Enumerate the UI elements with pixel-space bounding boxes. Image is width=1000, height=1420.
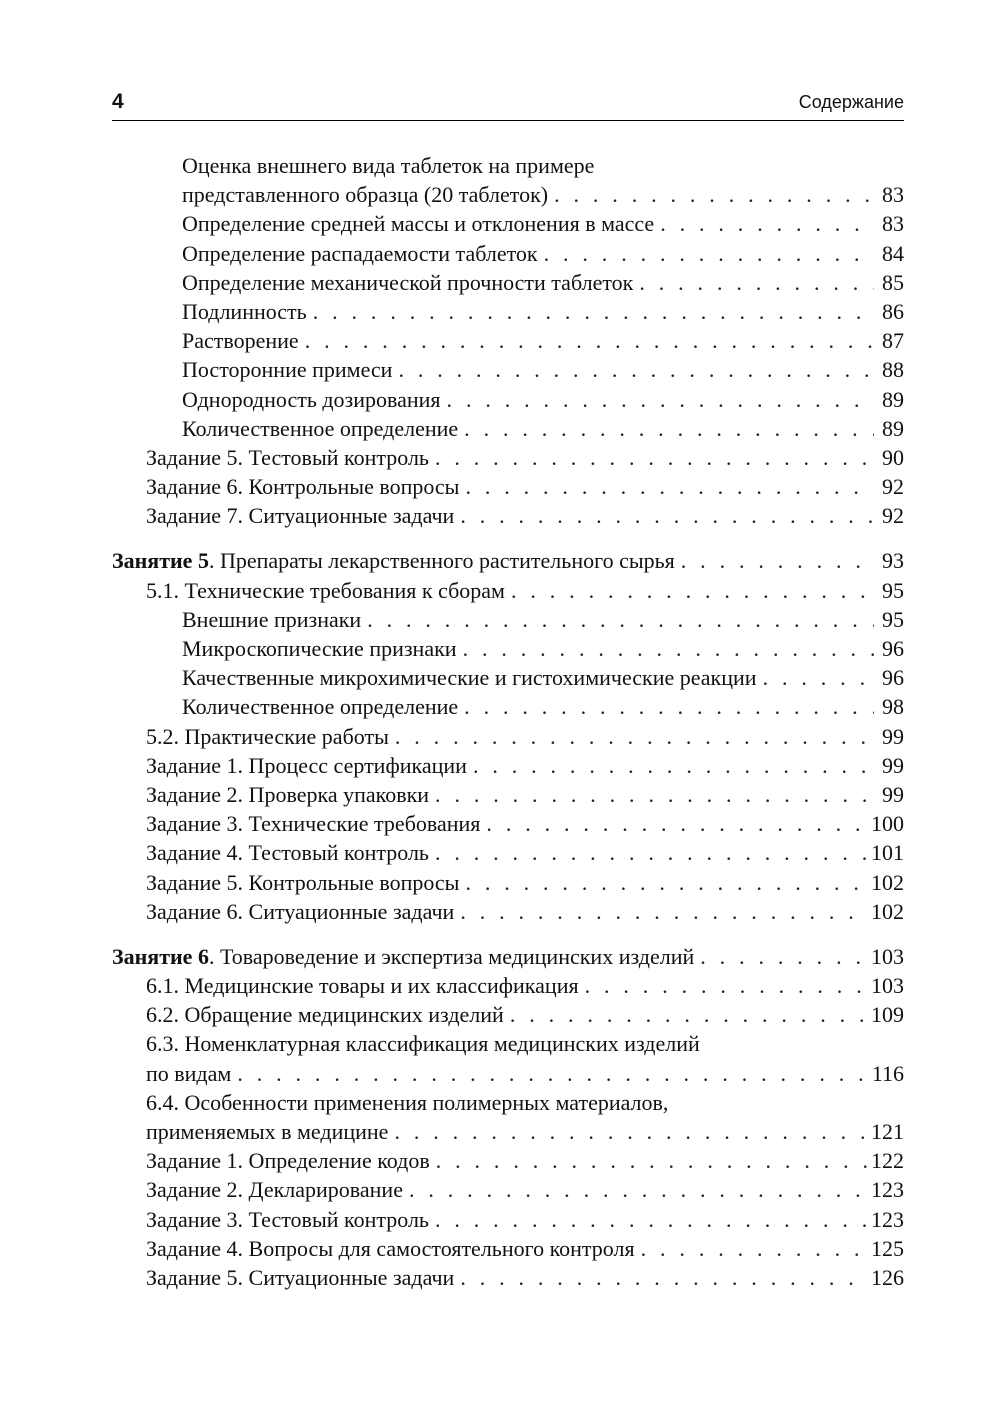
dot-leader bbox=[237, 1059, 867, 1088]
toc-lesson-heading bbox=[112, 546, 904, 575]
toc-entry-label: Подлинность bbox=[182, 298, 307, 324]
toc-entry bbox=[112, 326, 904, 355]
toc-entry bbox=[112, 180, 904, 209]
toc-lesson-heading bbox=[112, 942, 904, 971]
toc-entry-label: применяемых в медицине bbox=[146, 1119, 389, 1144]
toc-entry bbox=[112, 838, 904, 867]
dot-leader bbox=[681, 546, 874, 575]
dot-leader bbox=[460, 1263, 867, 1292]
toc-entry bbox=[112, 414, 904, 443]
toc-page-number: 92 bbox=[882, 474, 904, 500]
dot-leader bbox=[398, 355, 874, 384]
toc-lesson-title bbox=[112, 546, 675, 575]
dot-leader bbox=[464, 414, 874, 443]
toc-page-number: 103 bbox=[871, 943, 904, 969]
dot-leader bbox=[486, 809, 867, 838]
toc-entry bbox=[112, 605, 904, 634]
toc-entry-label: 6.2. Обращение медицинских изделий bbox=[146, 1002, 504, 1028]
toc-entry bbox=[112, 634, 904, 663]
toc-page-number: 99 bbox=[882, 723, 904, 749]
dot-leader bbox=[510, 1000, 867, 1029]
dot-leader bbox=[700, 942, 867, 971]
dot-leader bbox=[511, 576, 874, 605]
toc-entry-label: 6.4. Особенности применения полимерных материалов, bbox=[146, 1089, 669, 1115]
toc-entry-label: Задание 1. Процесс сертификации bbox=[146, 752, 467, 778]
toc-entry bbox=[112, 1088, 904, 1117]
dot-leader bbox=[465, 472, 874, 501]
dot-leader bbox=[394, 1117, 867, 1146]
toc-page-number: 123 bbox=[871, 1177, 904, 1203]
toc-entry bbox=[112, 868, 904, 897]
section-spacer bbox=[112, 530, 904, 546]
toc-page-number: 100 bbox=[871, 811, 904, 837]
toc-page-number: 83 bbox=[882, 211, 904, 237]
toc-entry bbox=[112, 443, 904, 472]
toc-entry bbox=[112, 576, 904, 605]
toc-entry-label: Задание 5. Ситуационные задачи bbox=[146, 1264, 455, 1290]
toc-page-number: 99 bbox=[882, 752, 904, 778]
section-spacer bbox=[112, 926, 904, 942]
toc-page-number: 109 bbox=[871, 1002, 904, 1028]
toc-entry-label: Задание 6. Ситуационные задачи bbox=[146, 898, 455, 924]
toc-entry bbox=[112, 897, 904, 926]
running-head: Содержание bbox=[798, 92, 904, 112]
dot-leader bbox=[435, 1205, 867, 1234]
toc-entry-label: Внешние признаки bbox=[182, 606, 362, 632]
toc-entry-label: Определение распадаемости таблеток bbox=[182, 240, 538, 266]
toc-entry-label: представленного образца (20 таблеток) bbox=[182, 182, 549, 208]
toc-entry-label: Количественное определение bbox=[182, 415, 459, 441]
toc-entry-label: Посторонние примеси bbox=[182, 357, 393, 383]
toc-page-number: 90 bbox=[882, 444, 904, 470]
toc-entry-label: Однородность дозирования bbox=[182, 386, 441, 412]
lesson-number: Занятие 6 bbox=[112, 943, 209, 969]
dot-leader bbox=[395, 722, 874, 751]
toc-lesson-title bbox=[112, 942, 694, 971]
toc-entry-label: Задание 3. Технические требования bbox=[146, 811, 481, 837]
toc-entry bbox=[112, 1029, 904, 1058]
toc-page-number: 101 bbox=[871, 840, 904, 866]
toc-entry bbox=[112, 1146, 904, 1175]
toc-page-number: 123 bbox=[871, 1206, 904, 1232]
toc-entry-label: Задание 2. Декларирование bbox=[146, 1177, 403, 1203]
toc-entry bbox=[112, 971, 904, 1000]
toc-entry-label: Качественные микрохимические и гистохимические реакции bbox=[182, 665, 757, 691]
toc-entry-label: Задание 6. Контрольные вопросы bbox=[146, 474, 460, 500]
toc-page-number: 92 bbox=[882, 503, 904, 529]
toc-entry-label: по видам bbox=[146, 1060, 232, 1086]
toc-entry bbox=[112, 239, 904, 268]
toc-entry bbox=[112, 385, 904, 414]
toc-entry-label: Микроскопические признаки bbox=[182, 636, 457, 661]
toc-entry bbox=[112, 809, 904, 838]
toc-entry-label: Задание 7. Ситуационные задачи bbox=[146, 503, 455, 529]
toc-page-number: 96 bbox=[882, 665, 904, 691]
page-header bbox=[112, 90, 904, 121]
table-of-contents bbox=[112, 151, 904, 1292]
toc-entry bbox=[112, 1175, 904, 1204]
dot-leader bbox=[464, 692, 874, 721]
toc-entry bbox=[112, 501, 904, 530]
toc-page-number: 121 bbox=[871, 1119, 904, 1144]
dot-leader bbox=[465, 868, 867, 897]
toc-page-number: 89 bbox=[882, 386, 904, 412]
toc-entry-label: Оценка внешнего вида таблеток на примере bbox=[182, 153, 595, 178]
dot-leader bbox=[367, 605, 874, 634]
dot-leader bbox=[435, 780, 874, 809]
toc-entry-label: Определение механической прочности таблеток bbox=[182, 269, 634, 295]
toc-entry-label: Задание 5. Тестовый контроль bbox=[146, 444, 429, 470]
toc-entry-label: Задание 3. Тестовый контроль bbox=[146, 1206, 429, 1232]
toc-entry-label: Задание 4. Вопросы для самостоятельного контроля bbox=[146, 1235, 635, 1261]
toc-entry-label: 5.2. Практические работы bbox=[146, 723, 389, 749]
dot-leader bbox=[460, 501, 874, 530]
toc-entry bbox=[112, 355, 904, 384]
toc-page-number: 103 bbox=[871, 973, 904, 999]
toc-entry-label: Количественное определение bbox=[182, 694, 459, 720]
toc-page-number: 126 bbox=[871, 1264, 904, 1290]
toc-entry bbox=[112, 1059, 904, 1088]
dot-leader bbox=[436, 1146, 867, 1175]
dot-leader bbox=[305, 326, 874, 355]
toc-entry bbox=[112, 1205, 904, 1234]
toc-entry bbox=[112, 722, 904, 751]
toc-page-number: 85 bbox=[882, 269, 904, 295]
toc-entry bbox=[112, 268, 904, 297]
toc-entry bbox=[112, 1234, 904, 1263]
toc-entry bbox=[112, 751, 904, 780]
toc-page-number: 96 bbox=[882, 636, 904, 661]
toc-page-number: 95 bbox=[882, 577, 904, 603]
lesson-title-text: . Препараты лекарственного растительного сырья bbox=[208, 548, 675, 574]
lesson-number: Занятие 5 bbox=[112, 548, 209, 574]
toc-entry-label: Задание 4. Тестовый контроль bbox=[146, 840, 429, 866]
dot-leader bbox=[585, 971, 867, 1000]
toc-entry bbox=[112, 692, 904, 721]
toc-entry bbox=[112, 1263, 904, 1292]
dot-leader bbox=[409, 1175, 867, 1204]
toc-entry-label: Определение средней массы и отклонения в массе bbox=[182, 211, 655, 237]
dot-leader bbox=[763, 663, 874, 692]
toc-page-number: 122 bbox=[871, 1148, 904, 1174]
dot-leader bbox=[554, 180, 874, 209]
toc-page-number: 83 bbox=[882, 182, 904, 208]
toc-page-number: 98 bbox=[882, 694, 904, 720]
toc-entry bbox=[112, 663, 904, 692]
dot-leader bbox=[460, 897, 867, 926]
toc-entry bbox=[112, 472, 904, 501]
dot-leader bbox=[660, 209, 874, 238]
lesson-title-text: . Товароведение и экспертиза медицинских изделий bbox=[208, 943, 695, 969]
toc-entry-label: Задание 5. Контрольные вопросы bbox=[146, 869, 460, 895]
dot-leader bbox=[639, 268, 874, 297]
toc-entry bbox=[112, 780, 904, 809]
toc-page-number: 99 bbox=[882, 781, 904, 807]
dot-leader bbox=[641, 1234, 867, 1263]
toc-entry-label: 6.3. Номенклатурная классификация медицинских изделий bbox=[146, 1031, 700, 1057]
toc-page-number: 102 bbox=[871, 898, 904, 924]
toc-page-number: 89 bbox=[882, 415, 904, 441]
toc-entry bbox=[112, 1000, 904, 1029]
dot-leader bbox=[463, 634, 874, 663]
toc-page-number: 95 bbox=[882, 606, 904, 632]
toc-entry-label: Растворение bbox=[182, 328, 299, 354]
toc-entry bbox=[112, 209, 904, 238]
dot-leader bbox=[544, 239, 874, 268]
toc-page-number: 116 bbox=[871, 1060, 904, 1086]
toc-entry-label: 5.1. Технические требования к сборам bbox=[146, 577, 505, 603]
page-number: 4 bbox=[112, 90, 124, 113]
dot-leader bbox=[313, 297, 874, 326]
toc-entry-label: 6.1. Медицинские товары и их классификация bbox=[146, 973, 579, 999]
toc-page-number: 93 bbox=[882, 548, 904, 574]
toc-entry bbox=[112, 297, 904, 326]
toc-page-number: 88 bbox=[882, 357, 904, 383]
toc-page-number: 125 bbox=[871, 1235, 904, 1261]
dot-leader bbox=[447, 385, 874, 414]
toc-page-number: 102 bbox=[871, 869, 904, 895]
toc-entry-label: Задание 1. Определение кодов bbox=[146, 1148, 430, 1174]
toc-entry-label: Задание 2. Проверка упаковки bbox=[146, 781, 430, 807]
toc-entry bbox=[112, 1117, 904, 1146]
toc-page-number: 87 bbox=[882, 328, 904, 354]
toc-page-number: 84 bbox=[882, 240, 904, 266]
dot-leader bbox=[435, 443, 874, 472]
toc-entry bbox=[112, 151, 904, 180]
dot-leader bbox=[435, 838, 867, 867]
toc-page-number: 86 bbox=[882, 298, 904, 324]
dot-leader bbox=[473, 751, 874, 780]
